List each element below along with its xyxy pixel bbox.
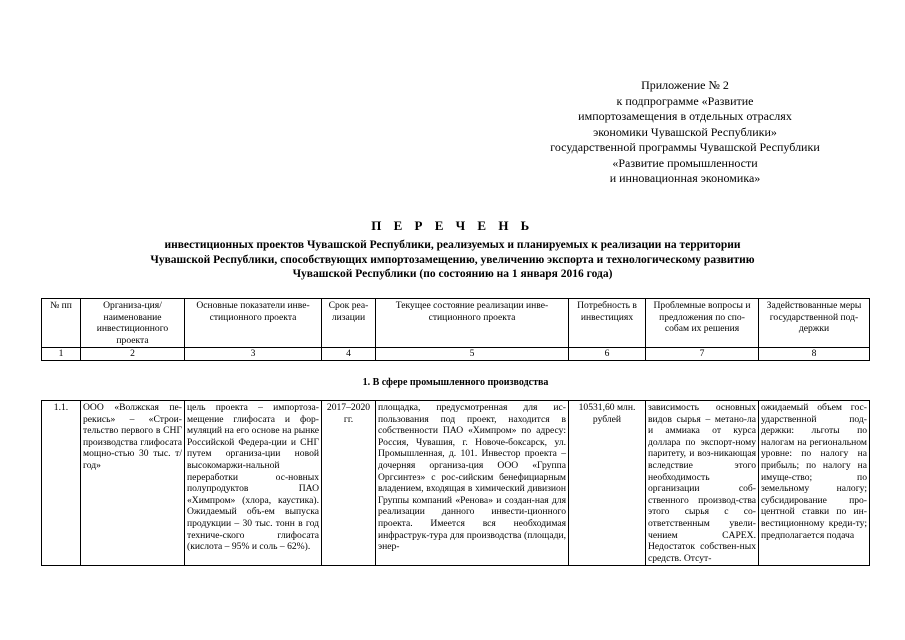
row-investment-cell: 10531,60 млн. рублей [569,400,646,565]
row-number-cell: 1.1. [42,400,81,565]
row-problems-cell: зависимость основных видов сырья – метано-ла и аммиака от курса доллара по экспорт-ному паритету, и воз-никающая вследствие этого необходимость организации соб-ственного производ-ства этого сырья с со-ответственным увели-чением CAPEX. Недостаток собствен-ных средств. Отсут- [646,400,759,565]
column-number-cell: 6 [569,348,646,361]
header-cell-problems: Проблемные вопросы и предложения по спо-собам их решения [646,299,759,348]
document-title: П Е Р Е Ч Е Н Ь [371,218,534,233]
document-subtitle-line: Чувашской Республики (по состоянию на 1 января 2016 года) [292,268,613,280]
header-cell-period: Срок реа-лизации [322,299,376,348]
document-subtitle-line: Чувашской Республики, способствующих импортозамещению, увеличению экспорта и технологическому развитию [150,253,755,266]
column-number-cell: 1 [42,348,81,361]
appendix-line: «Развитие промышленности [612,155,758,170]
section-header-row [42,360,870,400]
column-number-cell: 5 [376,348,569,361]
header-cell-support: Задействованные меры государственной под-держки [759,299,870,348]
appendix-line: импортозамещения в отдельных отраслях [578,109,792,123]
header-cell-organization: Организа-ция/наименование инвестиционного проекта [81,299,185,348]
appendix-line: Приложение № 2 [641,78,729,92]
document-title-block [40,218,865,282]
header-cell-investment: Потребность в инвестициях [569,299,646,348]
appendix-block [520,78,850,187]
projects-table [41,298,870,566]
appendix-line: государственной программы Чувашской Республики [550,140,820,154]
column-number-row [42,348,870,361]
column-number-cell: 8 [759,348,870,361]
header-cell-number: № пп [42,299,81,348]
row-support-cell: ожидаемый объем гос-ударственной под-держки: льготы по налогам на региональном уровне: по налогу на прибыль; по налогу на имуще-ство; по земельному налогу; субсидирование про-центной ставки по ин-вестиционному креди-ту; предполагается подача [759,400,870,565]
column-number-cell: 7 [646,348,759,361]
table-row [42,400,870,565]
section-title: 1. В сфере промышленного производства [42,360,870,400]
row-organization-cell: ООО «Волжская пе-рекись» – «Строи-тельство первого в СНГ производства глифосата мощно-стью 30 тыс. т/год» [81,400,185,565]
row-status-cell: площадка, предусмотренная для ис-пользования под проект, находится в собственности ПАО «Химпром» по адресу: Россия, Чувашия, г. Новоче-боксарск, ул. Промышленная, д. 101. Инвестор проекта – дочерняя организа-ция ООО «Группа Оргсинтез» с рос-сийским бенефициарным владением, входящая в химический дивизион Группы компаний «Ренова» и создан-ная для реализации данного инвести-ционного проекта. Имеется вся необходимая инфраструк-тура для производства (площади, энер- [376,400,569,565]
document-subtitle-line: инвестиционных проектов Чувашской Республики, реализуемых и планируемых к реализации на территории [164,239,741,251]
row-period-cell: 2017–2020 гг. [322,400,376,565]
column-number-cell: 4 [322,348,376,361]
header-cell-indicators: Основные показатели инве-стиционного проекта [185,299,322,348]
appendix-line: к подпрограмме «Развитие [616,93,754,108]
column-number-cell: 3 [185,348,322,361]
appendix-line: экономики Чувашской Республики» [593,124,777,139]
header-cell-status: Текущее состояние реализации инве-стиционного проекта [376,299,569,348]
appendix-line: и инновационная экономика» [609,171,761,185]
table-header-row [42,299,870,348]
row-indicators-cell: цель проекта – импортоза-мещение глифосата и фор-муляций на его основе на рынке Российской Федера-ции и СНГ путем организа-ции новой высокомаржи-нальной переработки ос-новных полупродуктов ПАО «Химпром» (хлора, каустика). Ожидаемый объ-ем выпуска продукции – 30 тыс. тонн в год техниче-ского глифосата (кислота – 95% и соль – 62%). [185,400,322,565]
column-number-cell: 2 [81,348,185,361]
